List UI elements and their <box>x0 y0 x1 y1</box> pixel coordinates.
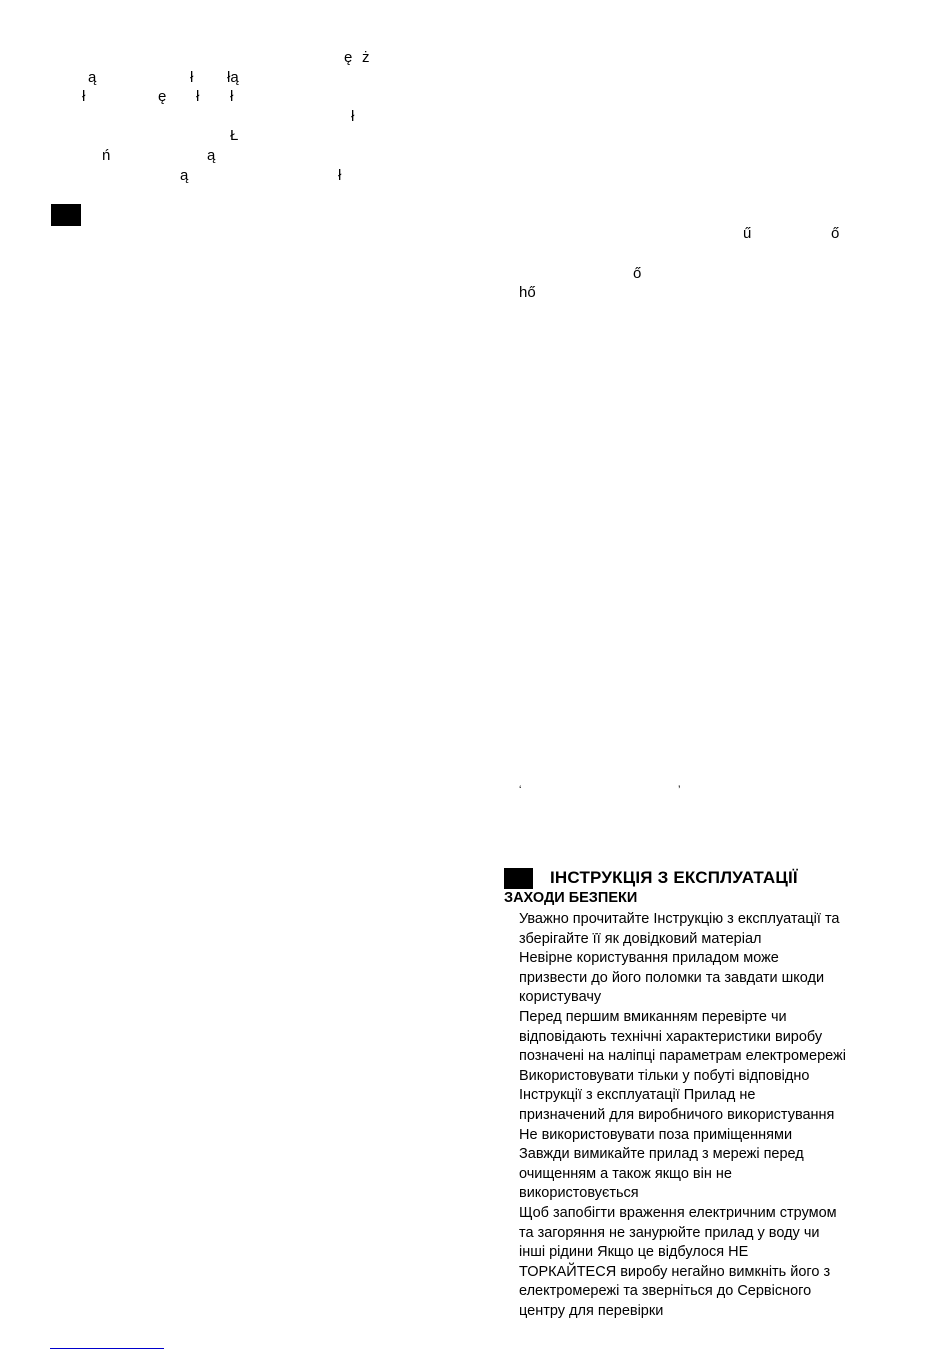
text-fragment: łą <box>227 69 239 86</box>
text-fragment: ę <box>158 88 167 105</box>
instruction-line: Перед першим вмиканням перевірте чи <box>519 1008 787 1025</box>
instruction-line: призначений для виробничого використування <box>519 1106 835 1123</box>
instruction-line: Завжди вимикайте прилад з мережі перед <box>519 1146 804 1163</box>
text-fragment: ą <box>180 167 189 184</box>
text-fragment: ő <box>633 265 642 282</box>
language-marker-box <box>504 868 533 889</box>
text-fragment: ł <box>338 167 342 184</box>
section-subtitle: ЗАХОДИ БЕЗПЕКИ <box>504 890 638 906</box>
text-fragment: ą <box>88 69 97 86</box>
instruction-line: використовується <box>519 1185 639 1202</box>
footer-link-underline <box>50 1348 164 1349</box>
instruction-line: та загоряння не занурюйте прилад у воду чи <box>519 1224 820 1241</box>
text-fragment: ł <box>230 88 234 105</box>
text-fragment: ű <box>743 225 752 242</box>
instruction-line: користувачу <box>519 989 602 1006</box>
text-fragment: ż <box>362 49 370 66</box>
instruction-line: Уважно прочитайте Інструкцію з експлуатації та <box>519 911 840 927</box>
text-fragment: Ł <box>230 127 239 144</box>
opening-quote-mark: ‘ <box>519 784 522 796</box>
text-fragment: ń <box>102 147 111 164</box>
section-title: ІНСТРУКЦІЯ З ЕКСПЛУАТАЦІЇ <box>550 868 798 887</box>
text-fragment: ő <box>831 225 840 242</box>
text-fragment: ł <box>190 69 194 86</box>
instruction-line: Використовувати тільки у побуті відповідно <box>519 1067 810 1084</box>
instruction-line: електромережі та зверніться до Сервісного <box>519 1283 812 1300</box>
closing-quote-mark: ’ <box>678 784 681 796</box>
instruction-line: центру для перевірки <box>519 1302 664 1319</box>
instruction-line: ТОРКАЙТЕСЯ виробу негайно вимкніть його з <box>519 1263 831 1280</box>
text-fragment: hő <box>519 284 536 301</box>
language-marker-box <box>51 204 81 226</box>
instruction-line: очищенням а також якщо він не <box>519 1165 732 1182</box>
instruction-line: зберігайте її як довідковий матеріал <box>519 930 762 947</box>
instruction-line: призвести до його поломки та завдати шкоди <box>519 969 825 986</box>
instruction-line: Щоб запобігти враження електричним струмом <box>519 1204 837 1221</box>
text-fragment: ę <box>344 49 353 66</box>
instruction-line: інші рідини Якщо це відбулося НЕ <box>519 1244 749 1261</box>
text-fragment: ł <box>82 88 86 105</box>
instruction-line: Не використовувати поза приміщеннями <box>519 1126 793 1143</box>
safety-instructions <box>519 910 919 1321</box>
instruction-line: Інструкції з експлуатації Прилад не <box>519 1087 756 1104</box>
instruction-line: Невірне користування приладом може <box>519 950 779 967</box>
text-fragment: ł <box>351 108 355 125</box>
instruction-line: позначені на наліпці параметрам електромережі <box>519 1048 846 1065</box>
text-fragment: ą <box>207 147 216 164</box>
text-fragment: ł <box>196 88 200 105</box>
instruction-line: відповідають технічні характеристики виробу <box>519 1028 823 1045</box>
